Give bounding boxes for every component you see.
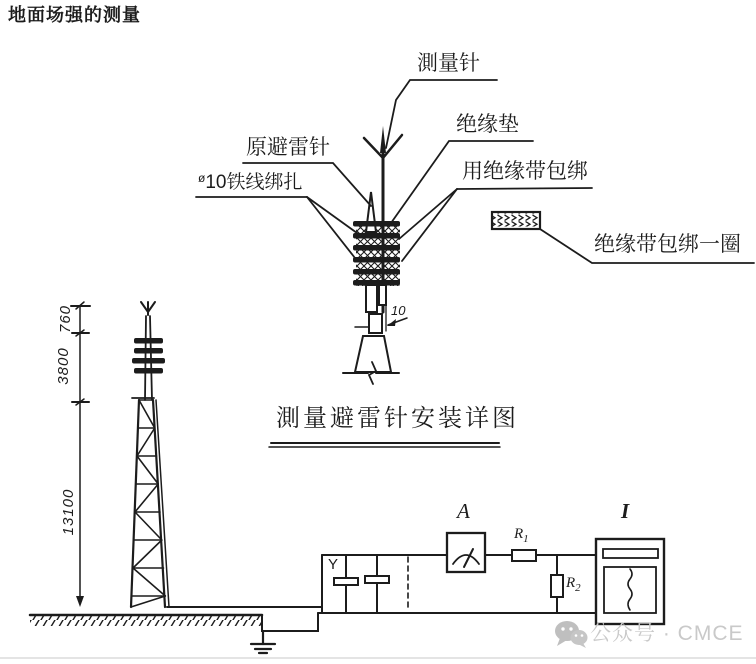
resistor-r2 [551,555,563,613]
resistor-r1 [512,550,536,561]
original-rod-label: 原避雷针 [246,136,330,159]
ammeter-symbol [447,533,485,572]
instrument-box [596,539,664,624]
insulation-pad-label: 绝缘垫 [456,113,519,136]
tower-drawing [71,302,169,607]
needle-label: 測量针 [417,52,480,75]
dimension-13100: 13100 [60,488,78,536]
instrument-label: I [621,499,630,523]
rod-base [355,336,391,372]
wire-binding-label: $^ø$10铁线绑扎 [198,171,303,193]
arrester-label: Y [328,556,339,573]
earth-ground-symbol [251,631,275,653]
dimension-line [71,302,90,607]
detail-caption: 測量避雷针安装详图 [276,405,519,432]
tape-circle-label: 绝缘带包绑一圈 [594,233,741,256]
mast-insulators [132,338,165,374]
arrester-symbols [334,555,389,613]
binding-crosshatch [356,222,400,286]
diameter-symbol: ø [198,171,206,185]
ground-and-wiring [30,607,322,653]
measurement-circuit [318,533,664,624]
rod-lower-post [366,285,377,312]
needle-prong-left [364,138,383,158]
dimension-arrow [387,319,396,326]
gap-dimension-label: 10 [391,303,406,318]
tower-left-post [131,400,139,607]
ammeter-label: A [457,499,470,523]
wechat-icon [555,621,588,648]
ground-hatching [30,616,262,626]
tape-sample [492,212,540,229]
resistor2-label: $R_2$ [566,575,581,594]
tower-bracing [131,400,165,607]
dimension-760: 760 [57,304,75,334]
page-title: 地面场强的测量 [8,5,141,25]
mounting-block [369,314,382,333]
resistor1-label: $R_1$ [514,526,529,545]
bottom-divider [0,657,756,659]
tape-wrap-label: 用绝缘带包绑 [462,160,588,183]
watermark-text: 公众号 · CMCE [590,622,744,645]
dimension-3800: 3800 [55,347,73,385]
buried-conductor [262,613,318,631]
tower-rungs [132,400,166,596]
